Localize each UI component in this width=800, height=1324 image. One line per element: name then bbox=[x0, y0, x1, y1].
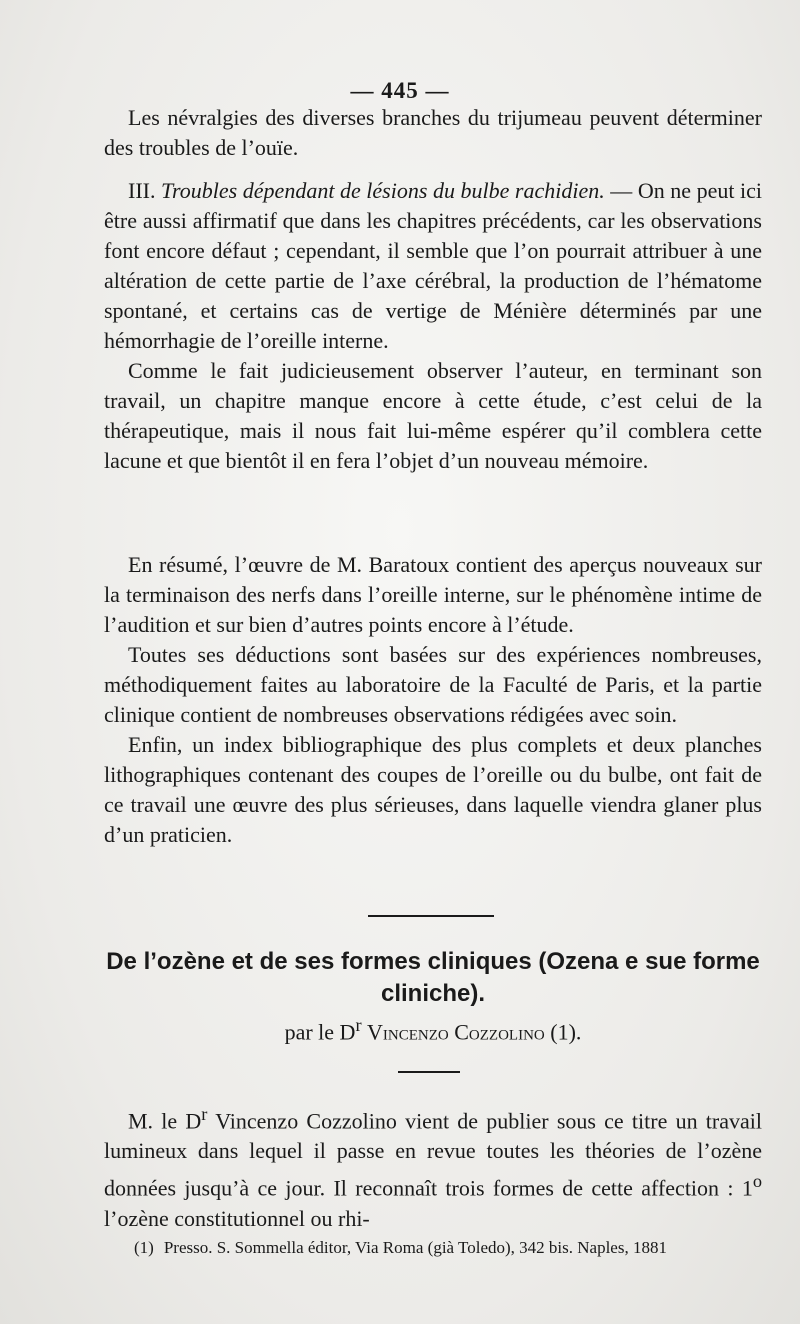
paragraph-index: Enfin, un index bibliographique des plus complets et deux planches lithographiques contenant des coupes de l’oreille ou du bulbe, ont fait de ce travail une œuvre des plus sérieuses, dans laquelle viendra glaner plus d’un praticien. bbox=[104, 732, 762, 847]
title-divider bbox=[398, 1071, 460, 1073]
footnote-text: Presso. S. Sommella éditor, Via Roma (già Toledo), 342 bis. Naples, 1881 bbox=[163, 1238, 667, 1257]
paragraph-therapeutique: Comme le fait judicieusement observer l’auteur, en terminant son travail, un chapitre manque encore à cette étude, c’est celui de la thérapeutique, mais il nous fait lui-même espérer qu’il comblera cette lacune et que bientôt il en fera l’objet d’un nouveau mémoire. bbox=[104, 358, 762, 473]
footnote-number: (1) bbox=[134, 1238, 154, 1257]
text-block-ozene bbox=[104, 1099, 762, 1234]
page-number: — 445 — bbox=[350, 78, 450, 103]
text-block-section-iii bbox=[104, 176, 762, 476]
section-title: Troubles dépendant de lésions du bulbe rachidien. bbox=[161, 178, 605, 203]
intro-part-b: Vincenzo Cozzolino vient de publier sous ce titre un travail lumineux dans lequel il passe en revue toutes les théories de l’ozène données jusqu’à ce jour. Il reconnaît trois formes de cette affection : 1 bbox=[104, 1108, 762, 1201]
paragraph-cozzolino bbox=[104, 1099, 762, 1234]
section-divider bbox=[368, 915, 494, 917]
intro-ordinal: o bbox=[752, 1171, 762, 1192]
byline-footnote-ref: (1). bbox=[550, 1019, 582, 1045]
byline-author: Vincenzo Cozzolino bbox=[367, 1019, 545, 1045]
paragraph-section-iii bbox=[104, 176, 762, 356]
section-label: III. bbox=[128, 178, 156, 203]
text-block-summary bbox=[104, 550, 762, 850]
byline-prefix: par le D bbox=[284, 1019, 356, 1045]
article-title: De l’ozène et de ses formes cliniques (Ozena e sue forme cliniche). bbox=[106, 948, 760, 1007]
footnote bbox=[104, 1236, 762, 1260]
paragraph-resume: En résumé, l’œuvre de M. Baratoux contient des aperçus nouveaux sur la terminaison des nerfs dans l’oreille interne, sur le phénomène intime de l’audition et sur bien d’autres points encore à l’étude. bbox=[104, 552, 762, 637]
paragraph-nevralgies: Les névralgies des diverses branches du trijumeau peuvent déterminer des troubles de l’ouïe. bbox=[104, 105, 762, 160]
intro-superscript: r bbox=[201, 1104, 208, 1124]
paragraph-deductions: Toutes ses déductions sont basées sur des expériences nombreuses, méthodiquement faites au laboratoire de la Faculté de Paris, et la partie clinique contient de nombreuses observations rédigées avec soin. bbox=[104, 642, 762, 727]
text-block-top bbox=[104, 103, 762, 163]
intro-part-a: M. le D bbox=[128, 1108, 202, 1134]
article-byline bbox=[104, 1015, 762, 1045]
byline-superscript: r bbox=[355, 1015, 362, 1035]
intro-part-c: l’ozène constitutionnel ou rhi- bbox=[104, 1205, 370, 1231]
section-text: — On ne peut ici être aussi affirmatif que dans les chapitres précédents, car les observations font encore défaut ; cependant, il semble que l’on pourrait attribuer à une altération de cette partie de l’axe cérébral, la production de l’hématome spontané, et certains cas de vertige de Ménière déterminés par une hémorrhagie de l’oreille interne. bbox=[104, 178, 762, 353]
